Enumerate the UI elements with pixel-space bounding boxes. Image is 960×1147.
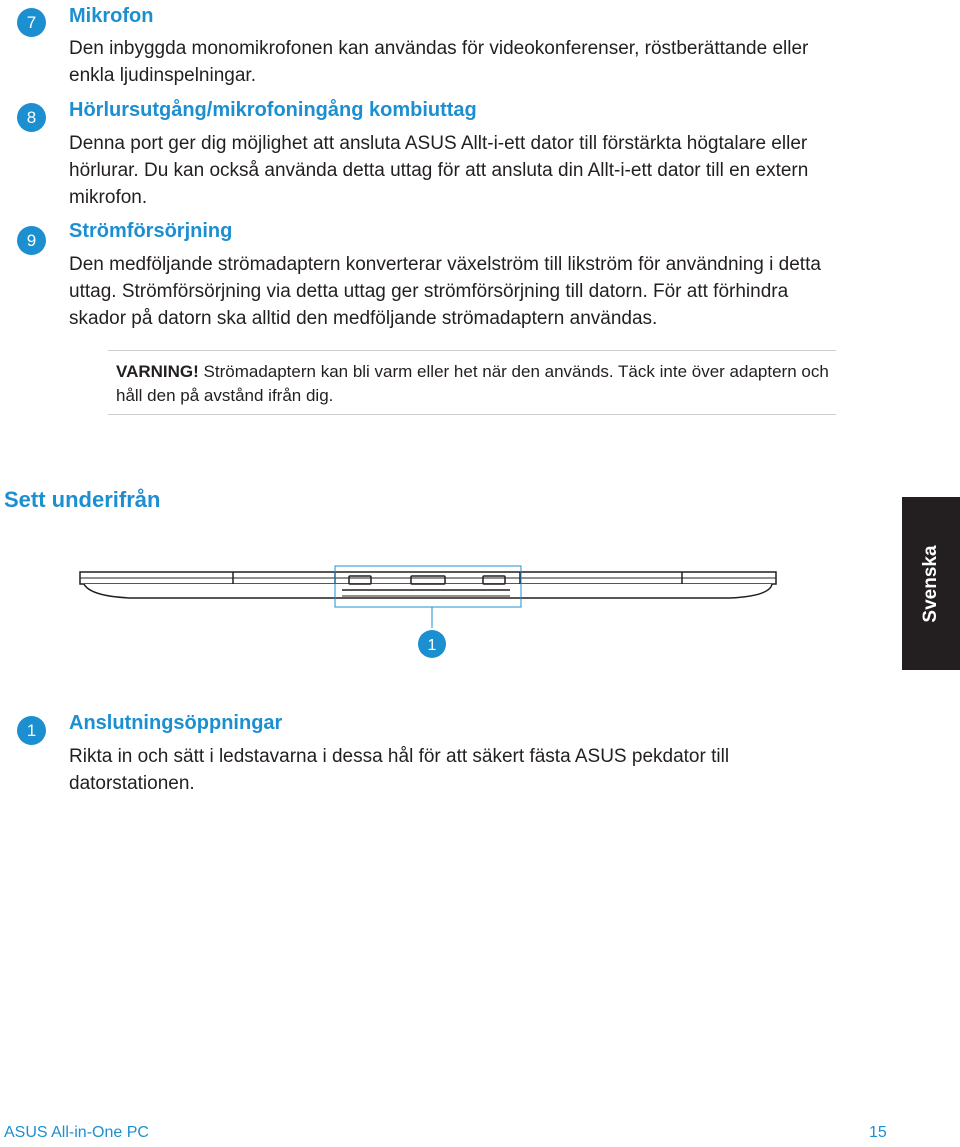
device-underside-illustration <box>80 572 776 598</box>
item-body-headphone-jack: Denna port ger dig möjlighet att ansluta ASUS Allt-i-ett dator till förstärkta högtalare eller hörlurar. Du kan också använda detta uttag för att ansluta din Allt-i-ett dator till en extern mikrofon. <box>69 133 809 208</box>
item-body-connector-slots: Rikta in och sätt i ledstavarna i dessa hål för att säkert fästa ASUS pekdator till datorstationen. <box>69 746 730 794</box>
warning-box <box>108 350 836 415</box>
item-number-badge: 8 <box>17 103 46 132</box>
item-number-badge: 9 <box>17 226 46 255</box>
footer-page-number: 15 <box>869 1124 887 1141</box>
callout-number: 1 <box>427 637 437 654</box>
warning-text: Strömadaptern kan bli varm eller het när den används. Täck inte över adaptern och håll den på avstånd ifrån dig. <box>116 362 829 405</box>
section-title: Sett underifrån <box>4 487 161 512</box>
language-tab <box>902 497 960 670</box>
item-title-headphone-jack: Hörlursutgång/mikrofoningång kombiuttag <box>69 99 477 121</box>
item-title-mikrofon: Mikrofon <box>69 5 154 27</box>
item-number-badge: 1 <box>17 716 46 745</box>
language-tab-label: Svenska <box>920 544 941 623</box>
footer-product-name: ASUS All-in-One PC <box>4 1124 149 1141</box>
item-title-power: Strömförsörjning <box>69 220 233 242</box>
item-body-power: Den medföljande strömadaptern konverterar växelström till likström för användning i detta uttag. Strömförsörjning via detta uttag ger strömförsörjning till datorn. För att förhindra skador på datorn ska alltid den medföljande strömadaptern användas. <box>69 254 821 329</box>
warning-label: VARNING! <box>116 362 199 381</box>
underside-diagram <box>70 560 790 660</box>
item-title-connector-slots: Anslutningsöppningar <box>69 712 283 734</box>
item-body-mikrofon: Den inbyggda monomikrofonen kan användas för videokonferenser, röstberättande eller enkla ljudinspelningar. <box>69 38 809 86</box>
item-number-badge: 7 <box>17 8 46 37</box>
